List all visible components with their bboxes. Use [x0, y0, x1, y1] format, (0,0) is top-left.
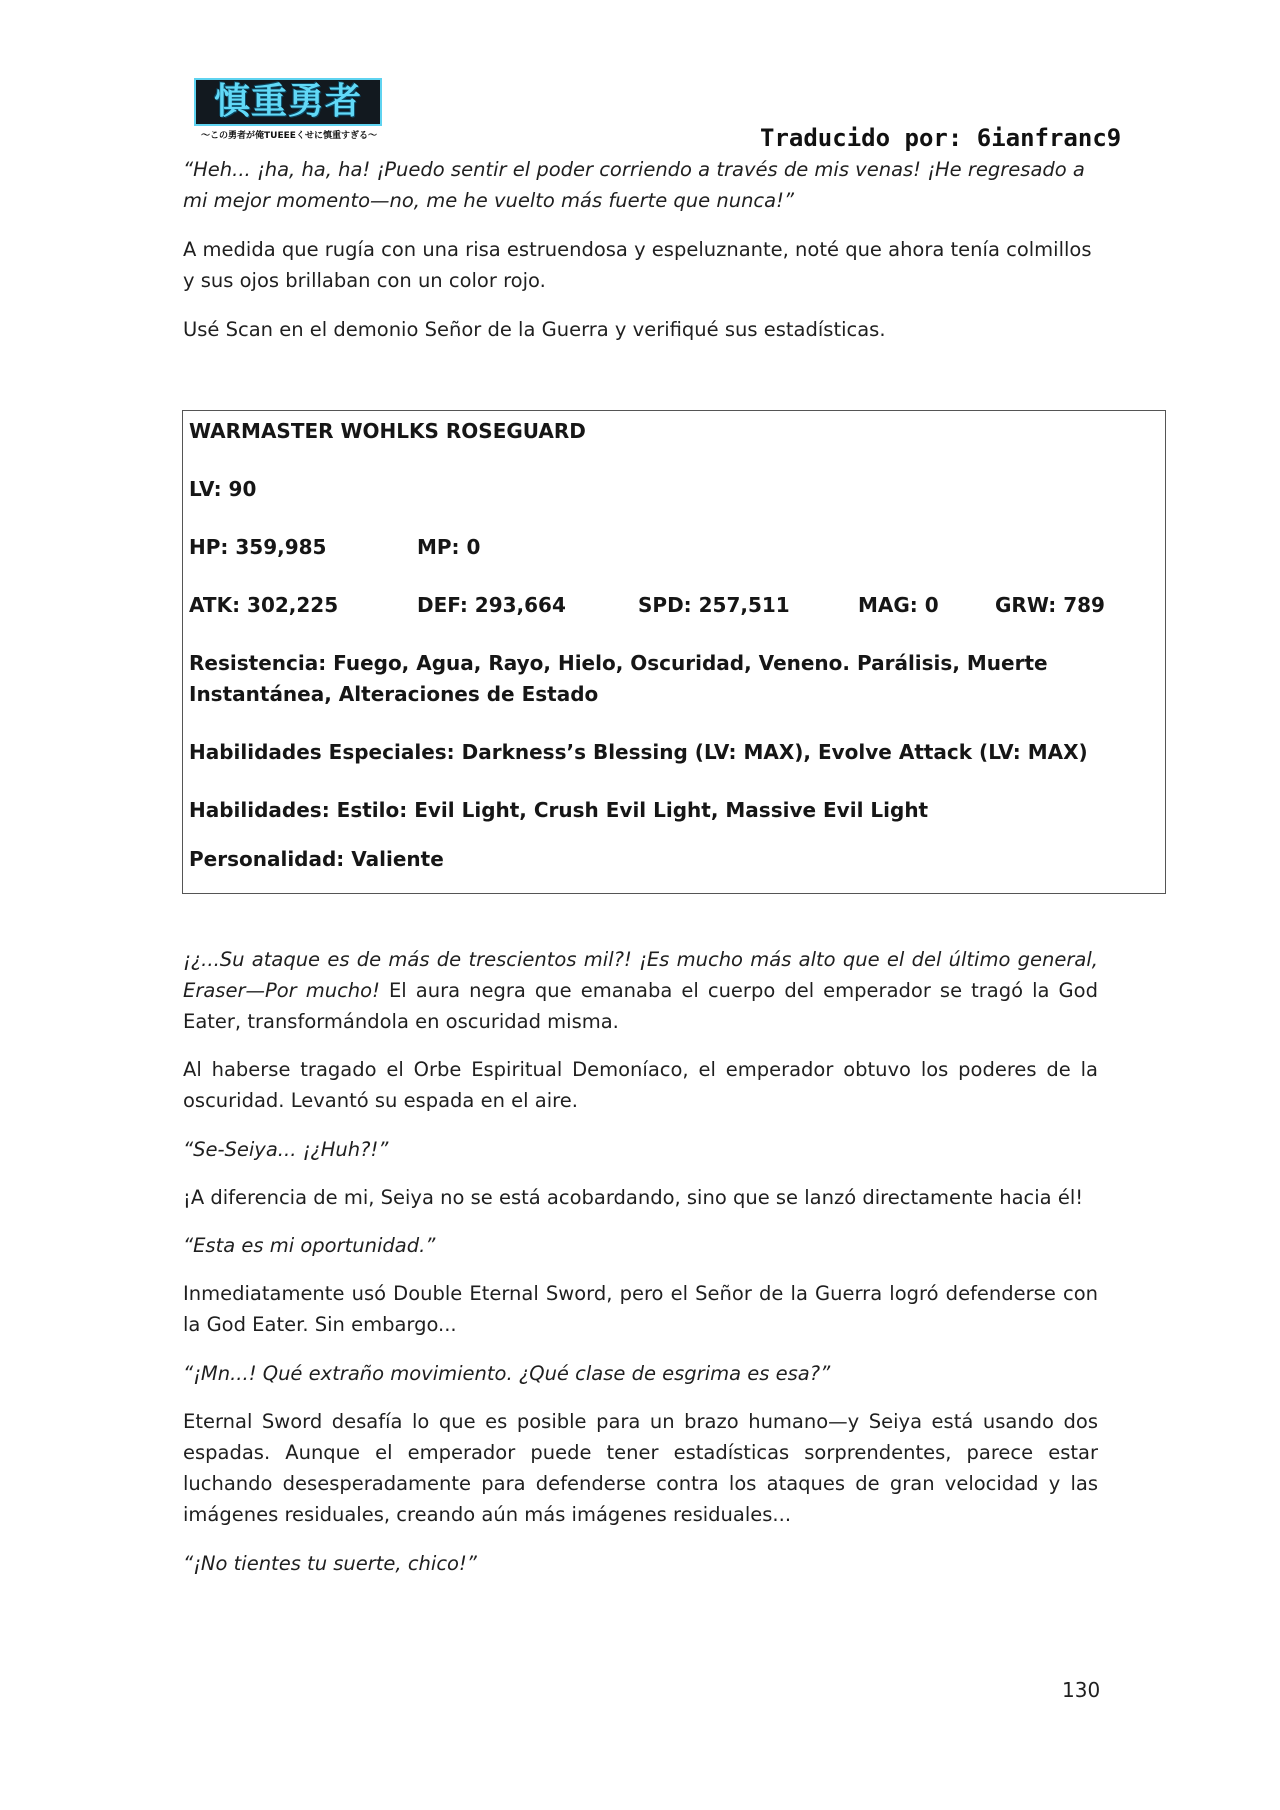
stat-atk: ATK: 302,225	[189, 593, 339, 617]
stat-level: LV: 90	[189, 477, 257, 501]
narration-paragraph-7: ¡A diferencia de mi, Seiya no se está acobardando, sino que se lanzó directamente hacia él!	[183, 1186, 1084, 1209]
dialogue-paragraph-12: “¡No tientes tu suerte, chico!”	[183, 1552, 477, 1575]
stat-mp: MP: 0	[417, 535, 481, 559]
narration-text: El aura negra que emanaba el cuerpo del emperador se tragó la God Eater, transformándola en oscuridad misma.	[183, 979, 1098, 1033]
series-logo	[194, 78, 384, 142]
page-number: 130	[1062, 1678, 1101, 1702]
stat-def: DEF: 293,664	[417, 593, 566, 617]
stat-personality: Personalidad: Valiente	[189, 847, 444, 871]
inner-thought: ¡¿...Su ataque es de más de trescientos mil?! ¡Es mucho más alto que el del último general, Eraser—Por mucho!	[183, 948, 1098, 1002]
narration-paragraph-11: Eternal Sword desafía lo que es posible para un brazo humano—y Seiya está usando dos espadas. Aunque el emperador puede tener estadísticas sorprendentes, parece estar luchando desesperadamente para defenderse contra los ataques de gran velocidad y las imágenes residuales, creando aún más imágenes residuales...	[183, 1410, 1098, 1526]
dialogue-paragraph-10: “¡Mn...! Qué extraño movimiento. ¿Qué clase de esgrima es esa?”	[183, 1362, 831, 1385]
dialogue-paragraph-6: “Se-Seiya... ¡¿Huh?!”	[183, 1138, 389, 1161]
narration-paragraph-9: Inmediatamente usó Double Eternal Sword, pero el Señor de la Guerra logró defenderse con la God Eater. Sin embargo...	[183, 1282, 1098, 1336]
narration-paragraph-2: A medida que rugía con una risa estruendosa y espeluznante, noté que ahora tenía colmillos y sus ojos brillaban con un color rojo.	[183, 238, 1092, 292]
stat-hp: HP: 359,985	[189, 535, 327, 559]
stat-spd: SPD: 257,511	[638, 593, 790, 617]
translator-credit: Traducido por: 6ianfranc9	[760, 124, 1122, 152]
narration-paragraph-3: Usé Scan en el demonio Señor de la Guerra y verifiqué sus estadísticas.	[183, 318, 886, 341]
dialogue-paragraph-1: “Heh... ¡ha, ha, ha! ¡Puedo sentir el poder corriendo a través de mis venas! ¡He regresado a mi mejor momento—no, me he vuelto más fuerte que nunca!”	[183, 158, 1085, 212]
stat-special-skills: Habilidades Especiales: Darkness’s Blessing (LV: MAX), Evolve Attack (LV: MAX)	[189, 740, 1088, 764]
narration-paragraph-5: Al haberse tragado el Orbe Espiritual Demoníaco, el emperador obtuvo los poderes de la oscuridad. Levantó su espada en el aire.	[183, 1058, 1098, 1112]
stat-skills: Habilidades: Estilo: Evil Light, Crush Evil Light, Massive Evil Light	[189, 798, 929, 822]
logo-title: 慎重勇者	[194, 78, 382, 126]
dialogue-paragraph-8: “Esta es mi oportunidad.”	[183, 1234, 436, 1257]
stat-grw: GRW: 789	[995, 593, 1105, 617]
logo-subtitle: 〜この勇者が俺TUEEEくせに慎重すぎる〜	[201, 131, 377, 141]
narration-paragraph-4	[183, 944, 1098, 1037]
stat-name: WARMASTER WOHLKS ROSEGUARD	[189, 419, 586, 443]
stat-mag: MAG: 0	[858, 593, 939, 617]
stat-resistance: Resistencia: Fuego, Agua, Rayo, Hielo, Oscuridad, Veneno. Parálisis, Muerte Instantánea, Alteraciones de Estado	[189, 651, 1048, 706]
status-window	[182, 410, 1166, 894]
